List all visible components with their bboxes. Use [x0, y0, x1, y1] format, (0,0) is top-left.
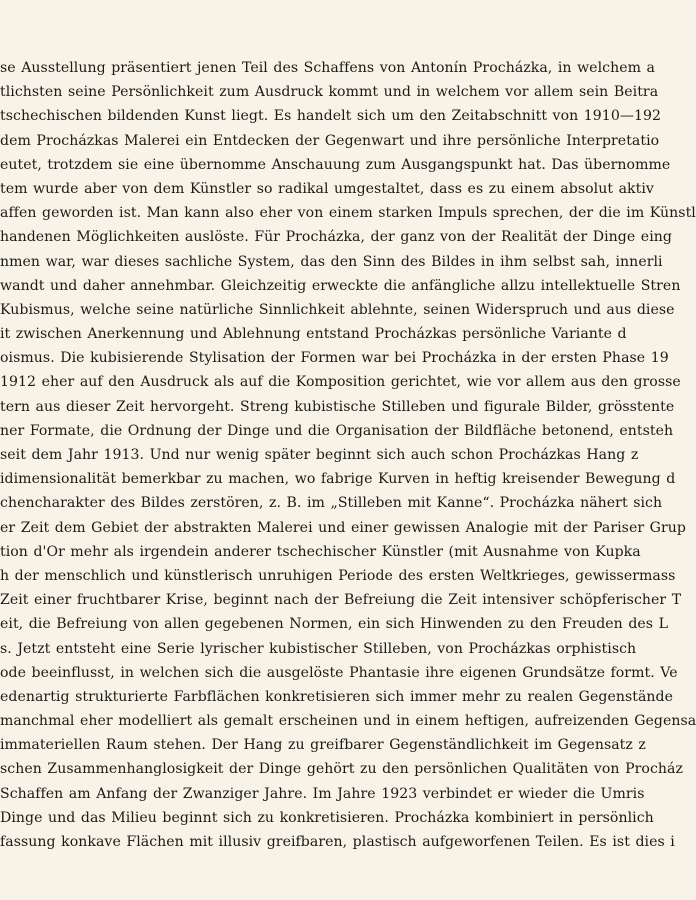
text-line: s. Jetzt entsteht eine Serie lyrischer kubistischer Stilleben, von Procházkas orphistisch [0, 640, 637, 657]
text-line: oismus. Die kubisierende Stylisation der Formen war bei Procházka in der ersten Phase 19 [0, 350, 669, 367]
text-line: tschechischen bildenden Kunst liegt. Es handelt sich um den Zeitabschnitt von 1910—192 [0, 108, 662, 125]
text-line: tion d'Or mehr als irgendein anderer tschechischer Künstler (mit Ausnahme von Kupka [0, 543, 641, 560]
text-line: edenartig strukturierte Farbflächen konkretisieren sich immer mehr zu realen Gegenstände [0, 688, 674, 705]
text-line: Schaffen am Anfang der Zwanziger Jahre. Im Jahre 1923 verbindet er wieder die Umris [0, 785, 645, 802]
text-line: se Ausstellung präsentiert jenen Teil des Schaffens von Antonín Procházka, in welchem a [0, 60, 655, 76]
text-line: idimensionalität bemerkbar zu machen, wo fabrige Kurven in heftig kreisender Bewegung d [0, 471, 676, 488]
text-line: tem wurde aber von dem Künstler so radikal umgestaltet, dass es zu einem absolut aktiv [0, 180, 654, 197]
text-line: eutet, trotzdem sie eine übernomme Anschauung zum Ausgangspunkt hat. Das übernomme [0, 156, 671, 173]
text-line: fassung konkave Flächen mit illusiv greifbaren, plastisch aufgeworfenen Teilen. Es ist dies i [0, 834, 675, 850]
text-line: tern aus dieser Zeit hervorgeht. Streng kubistische Stilleben und figurale Bilder, grösstente [0, 398, 675, 415]
text-line: Zeit einer fruchtbarer Krise, beginnt nach der Befreiung die Zeit intensiver schöpferischer T [0, 592, 682, 609]
text-line: ode beeinflusst, in welchen sich die ausgelöste Phantasie ihre eigenen Grundsätze formt. Ve [0, 664, 678, 681]
text-line: chencharakter des Bildes zerstören, z. B. im „Stilleben mit Kanne“. Procházka nähert sich [0, 495, 663, 512]
text-line: nmen war, war dieses sachliche System, das den Sinn des Bildes in ihm selbst sah, innerli [0, 253, 663, 270]
text-line: affen geworden ist. Man kann also eher von einem starken Impuls sprechen, der die im Künstl [0, 205, 696, 222]
text-line: it zwischen Anerkennung und Ablehnung entstand Procházkas persönliche Variante d [0, 326, 627, 343]
body-text [0, 56, 696, 854]
text-line: er Zeit dem Gebiet der abstrakten Malerei und einer gewissen Analogie mit der Pariser Grup [0, 519, 686, 536]
text-line: eit, die Befreiung von allen gegebenen Normen, ein sich Hinwenden zu den Freuden des L [0, 616, 669, 633]
text-line: immateriellen Raum stehen. Der Hang zu greifbarer Gegenständlichkeit im Gegensatz z [0, 737, 646, 754]
text-line: handenen Möglichkeiten auslöste. Für Procházka, der ganz von der Realität der Dinge eing [0, 229, 672, 246]
text-line: schen Zusammenhanglosigkeit der Dinge gehört zu den persönlichen Qualitäten von Procház [0, 761, 683, 778]
text-line: ner Formate, die Ordnung der Dinge und die Organisation der Bildfläche betonend, entsteh [0, 422, 674, 439]
text-line: Kubismus, welche seine natürliche Sinnlichkeit ablehnte, seinen Widerspruch und aus diese [0, 301, 675, 318]
text-line: manchmal eher modelliert als gemalt erscheinen und in einem heftigen, aufreizenden Gegensa [0, 713, 696, 730]
text-line: seit dem Jahr 1913. Und nur wenig später beginnt sich auch schon Procházkas Hang z [0, 447, 639, 463]
text-line: 1912 eher auf den Ausdruck als auf die Komposition gerichtet, wie vor allem aus den grosse [0, 374, 681, 391]
text-line: wandt und daher annehmbar. Gleichzeitig erweckte die anfängliche allzu intellektuelle Stren [0, 277, 681, 294]
text-line: h der menschlich und künstlerisch unruhigen Periode des ersten Weltkrieges, gewissermass [0, 567, 676, 584]
text-line: Dinge und das Milieu beginnt sich zu konkretisieren. Procházka kombiniert in persönlich [0, 809, 654, 826]
text-line: dem Procházkas Malerei ein Entdecken der Gegenwart und ihre persönliche Interpretatio [0, 132, 660, 149]
text-line: tlichsten seine Persönlichkeit zum Ausdruck kommt und in welchem vor allem sein Beitra [0, 84, 659, 101]
